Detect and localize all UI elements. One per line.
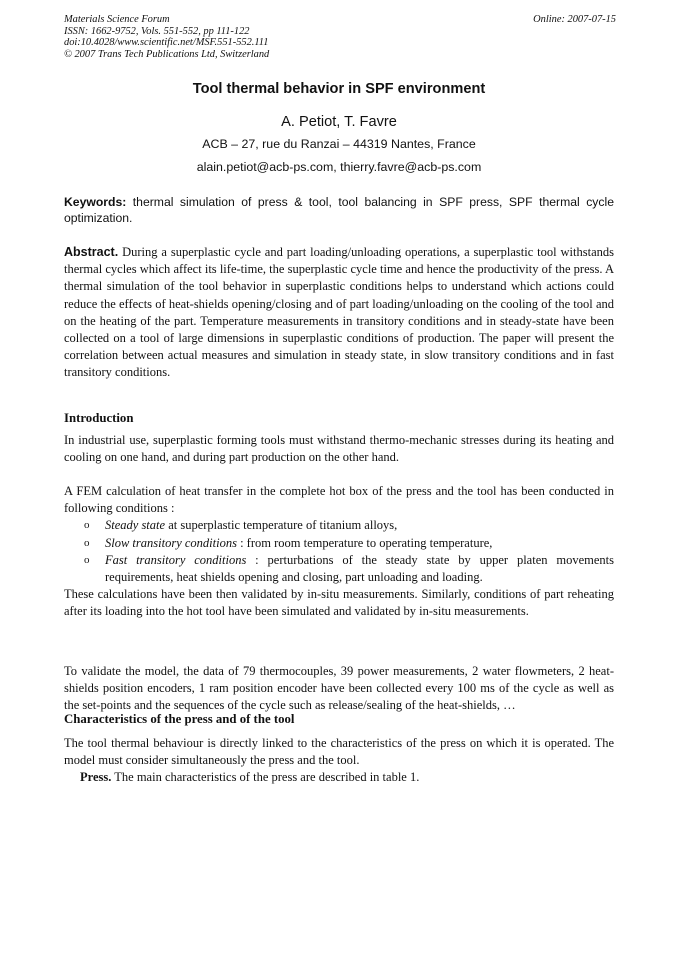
keywords-text: thermal simulation of press & tool, tool balancing in SPF press, SPF thermal cycle optimization. <box>64 195 614 226</box>
press-label: Press. <box>80 770 112 785</box>
list-item <box>64 535 614 552</box>
introduction-paragraph-2 <box>64 483 614 621</box>
condition-term: Steady state <box>105 518 166 533</box>
condition-term: Fast transitory conditions <box>105 552 247 567</box>
condition-text: : perturbations of the steady state by upper platen movements requirements, heat shields opening and closing, part unloading and loading. <box>105 552 614 585</box>
list-item <box>64 517 614 534</box>
paper-authors: A. Petiot, T. Favre <box>281 114 397 130</box>
press-line <box>64 769 614 786</box>
introduction-heading: Introduction <box>64 411 134 425</box>
conditions-lead: A FEM calculation of heat transfer in the complete hot box of the press and the tool has been conducted in following conditions : <box>64 484 614 516</box>
validation-text: These calculations have been then validated by in-situ measurements. Similarly, conditions of part reheating after its loading into the hot tool have been simulated and validated by in-situ measurements. <box>64 587 614 619</box>
journal-name: Materials Science Forum <box>64 14 170 25</box>
characteristics-heading: Characteristics of the press and of the tool <box>64 712 295 726</box>
keywords-label: Keywords: <box>64 195 127 209</box>
condition-term: Slow transitory conditions <box>105 535 237 550</box>
list-item <box>64 552 614 586</box>
doi-line: doi:10.4028/www.scientific.net/MSF.551-552.111 <box>64 37 269 49</box>
keywords-paragraph <box>64 194 614 227</box>
introduction-paragraph-3: To validate the model, the data of 79 thermocouples, 39 power measurements, 2 water flowmeters, 2 heat-shields position encoders, 1 ram position encoder have been collected every 100 ms of the cycle as well as the set-points and the sequences of the cycle such as release/sealing of the heat-shields, … <box>64 664 614 713</box>
bullet-icon: o <box>84 553 90 566</box>
abstract-label: Abstract. <box>64 245 119 259</box>
abstract-paragraph <box>64 244 614 382</box>
condition-text: at superplastic temperature of titanium alloys, <box>165 518 398 533</box>
conditions-list <box>64 517 614 586</box>
paper-title: Tool thermal behavior in SPF environment <box>192 81 486 97</box>
online-date: Online: 2007-07-15 <box>533 14 616 25</box>
bullet-icon: o <box>84 536 90 549</box>
introduction-paragraph-1: In industrial use, superplastic forming tools must withstand thermo-mechanic stresses during its heating and cooling on one hand, and during part production on the other hand. <box>64 433 614 465</box>
abstract-text: During a superplastic cycle and part loading/unloading operations, a superplastic tool withstands thermal cycles which affect its life-time, the superplastic cycle time and hence the productivity of the press. A thermal simulation of the tool behavior in superplastic conditions helps to understand which actions could reduce the effects of heat-shields opening/closing and of part loading/unloading on the cooling of the tool and on the heating of the part. Temperature measurements in transitory conditions and in steady-state have been collected on a tool of large dimensions in superplastic conditions of production. The paper will present the correlation between actual measures and simulation in steady state, in slow transitory conditions and in fast transitory conditions. <box>64 245 615 380</box>
author-affiliation: ACB – 27, rue du Ranzai – 44319 Nantes, France <box>202 137 476 151</box>
bullet-icon: o <box>84 519 90 532</box>
condition-text: : from room temperature to operating temperature, <box>236 535 493 550</box>
journal-header <box>64 14 616 60</box>
press-text: The main characteristics of the press are described in table 1. <box>111 770 420 785</box>
issn-line: ISSN: 1662-9752, Vols. 551-552, pp 111-122 <box>64 25 250 37</box>
copyright-line: © 2007 Trans Tech Publications Ltd, Switzerland <box>64 48 270 60</box>
author-emails: alain.petiot@acb-ps.com, thierry.favre@acb-ps.com <box>196 160 482 174</box>
characteristics-text: The tool thermal behaviour is directly linked to the characteristics of the press on which it is operated. The model must consider simultaneously the press and the tool. <box>64 736 614 768</box>
characteristics-paragraph <box>64 735 614 787</box>
